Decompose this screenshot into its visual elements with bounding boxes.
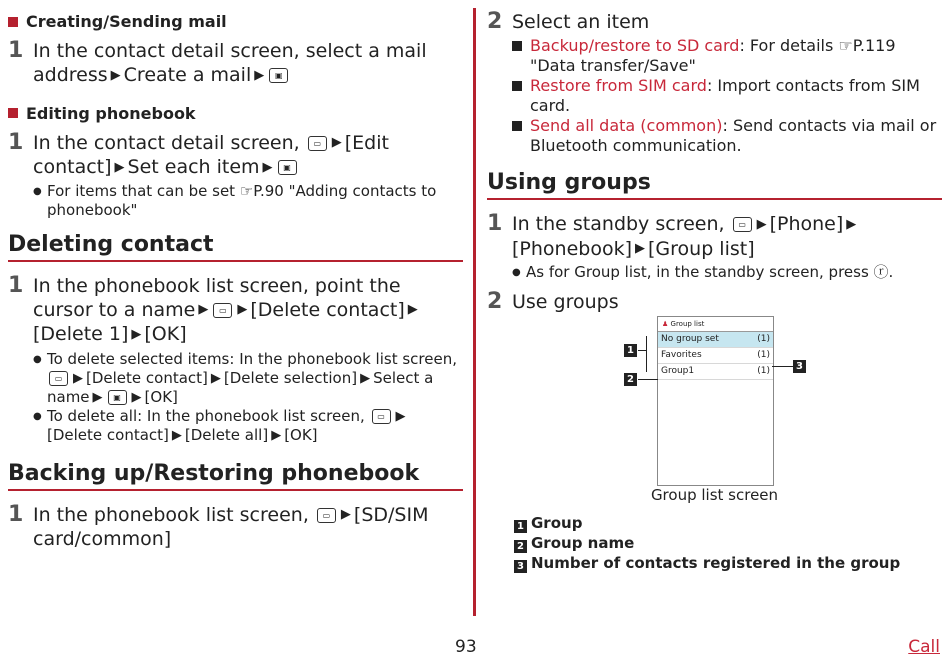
callout-3: 3 <box>793 360 806 373</box>
delete-bullets: ● To delete selected items: In the phonebook list screen, ▭ ▶ [Delete contact] ▶ [Delete selection] ▶ Select a name ▶ ▣ ▶ [OK] ● To delete all: In the phonebook list screen, ▭ ▶[Delete contact] ▶ [Delete all] ▶ [OK] <box>33 350 463 445</box>
create-step-1: 1 In the contact detail screen, select a mail address ▶ Create a mail ▶ ▣ <box>8 38 427 86</box>
arrow-icon: ▶ <box>635 241 645 256</box>
page-number: 93 <box>455 637 477 657</box>
edit-bullets: ● For items that can be set ☞P.90 "Adding contacts to phonebook" <box>33 182 463 220</box>
right-column <box>487 0 942 572</box>
arrow-icon: ▶ <box>92 389 103 405</box>
arrow-icon: ▶ <box>360 370 371 386</box>
contacts-icon: ♟ <box>662 320 669 328</box>
figure-caption: Group list screen <box>650 486 779 504</box>
delete-step-1: 1 In the phonebook list screen, point the cursor to a name ▶ ▭ ▶ [Delete contact] ▶[Delete 1] ▶ [OK] <box>8 272 418 345</box>
group-row[interactable]: No group set (1) <box>658 332 773 348</box>
legend <box>514 513 900 573</box>
groups-bullets: ● As for Group list, in the standby screen, press ⓡ. <box>512 263 942 282</box>
arrow-icon: ▶ <box>262 159 273 175</box>
ok-key-icon: ▣ <box>269 68 288 83</box>
item-list <box>512 36 942 156</box>
arrow-icon: ▶ <box>198 302 209 317</box>
callout-line <box>638 350 646 351</box>
item-link[interactable]: Send all data (common) <box>530 116 723 135</box>
list-item: Send all data (common): Send contacts via mail or Bluetooth communication. <box>512 116 942 156</box>
column-divider <box>473 8 476 616</box>
group-row[interactable]: Group1 (1) <box>658 364 773 380</box>
group-row[interactable]: Favorites (1) <box>658 348 773 364</box>
backup-step-1: 1 In the phonebook list screen, ▭ ▶ [SD/SIM card/common] <box>8 501 429 550</box>
screen-title-bar: ♟ Group list <box>658 317 773 332</box>
ok-key-icon: ▣ <box>278 160 297 175</box>
arrow-icon: ▶ <box>846 216 857 232</box>
item-link[interactable]: Restore from SIM card <box>530 76 707 95</box>
arrow-icon: ▶ <box>271 427 282 443</box>
arrow-icon: ▶ <box>131 326 142 342</box>
arrow-icon: ▶ <box>73 370 83 386</box>
callout-1: 1 <box>624 344 637 357</box>
deleting-heading: Deleting contact <box>8 232 463 262</box>
edit-step-1: 1 In the contact detail screen, ▭ ▶ [Edit contact] ▶ Set each item ▶ ▣ <box>8 129 389 178</box>
menu-key-icon: ▭ <box>49 371 68 386</box>
arrow-icon: ▶ <box>254 67 265 83</box>
groups-step-2: 2 Use groups <box>487 289 619 314</box>
creating-heading: Creating/Sending mail <box>8 12 463 31</box>
groups-heading: Using groups <box>487 170 942 200</box>
arrow-icon: ▶ <box>407 302 418 317</box>
menu-key-icon: ▭ <box>308 136 327 151</box>
arrow-icon: ▶ <box>340 507 351 522</box>
select-item-step-2: 2 Select an item <box>487 9 650 34</box>
list-item: Backup/restore to SD card: For details ☞P.119 "Data transfer/Save" <box>512 36 942 76</box>
arrow-icon: ▶ <box>756 216 767 232</box>
arrow-icon: ▶ <box>395 408 406 424</box>
left-column <box>8 0 463 551</box>
callout-2: 2 <box>624 373 637 386</box>
legend-item: 3 Number of contacts registered in the group <box>514 553 900 573</box>
ok-key-icon: ▣ <box>108 390 127 405</box>
menu-key-icon: ▭ <box>733 217 752 232</box>
arrow-icon: ▶ <box>171 427 182 443</box>
callout-line <box>638 379 658 380</box>
editing-heading: Editing phonebook <box>8 104 463 123</box>
menu-key-icon: ▭ <box>372 409 391 424</box>
heading-square-icon <box>8 17 18 27</box>
list-item: Restore from SIM card: Import contacts from SIM card. <box>512 76 942 116</box>
arrow-icon: ▶ <box>331 135 342 150</box>
backup-heading: Backing up/Restoring phonebook <box>8 461 463 491</box>
group-list-screen <box>657 316 774 486</box>
groups-step-1: 1 In the standby screen, ▭ ▶ [Phone] ▶[Phonebook] ▶ [Group list] <box>487 211 857 260</box>
callout-line <box>772 366 793 367</box>
arrow-icon: ▶ <box>210 370 221 386</box>
arrow-icon: ▶ <box>131 389 142 405</box>
menu-key-icon: ▭ <box>317 508 336 523</box>
callout-bracket <box>646 336 647 372</box>
arrow-icon: ▶ <box>237 302 248 317</box>
menu-key-icon: ▭ <box>213 303 232 318</box>
item-link[interactable]: Backup/restore to SD card <box>530 36 740 55</box>
section-link[interactable]: Call <box>908 637 940 657</box>
arrow-icon: ▶ <box>114 159 125 175</box>
legend-item: 1 Group <box>514 513 900 533</box>
heading-square-icon <box>8 108 18 118</box>
arrow-icon: ▶ <box>110 67 121 83</box>
legend-item: 2 Group name <box>514 533 900 553</box>
